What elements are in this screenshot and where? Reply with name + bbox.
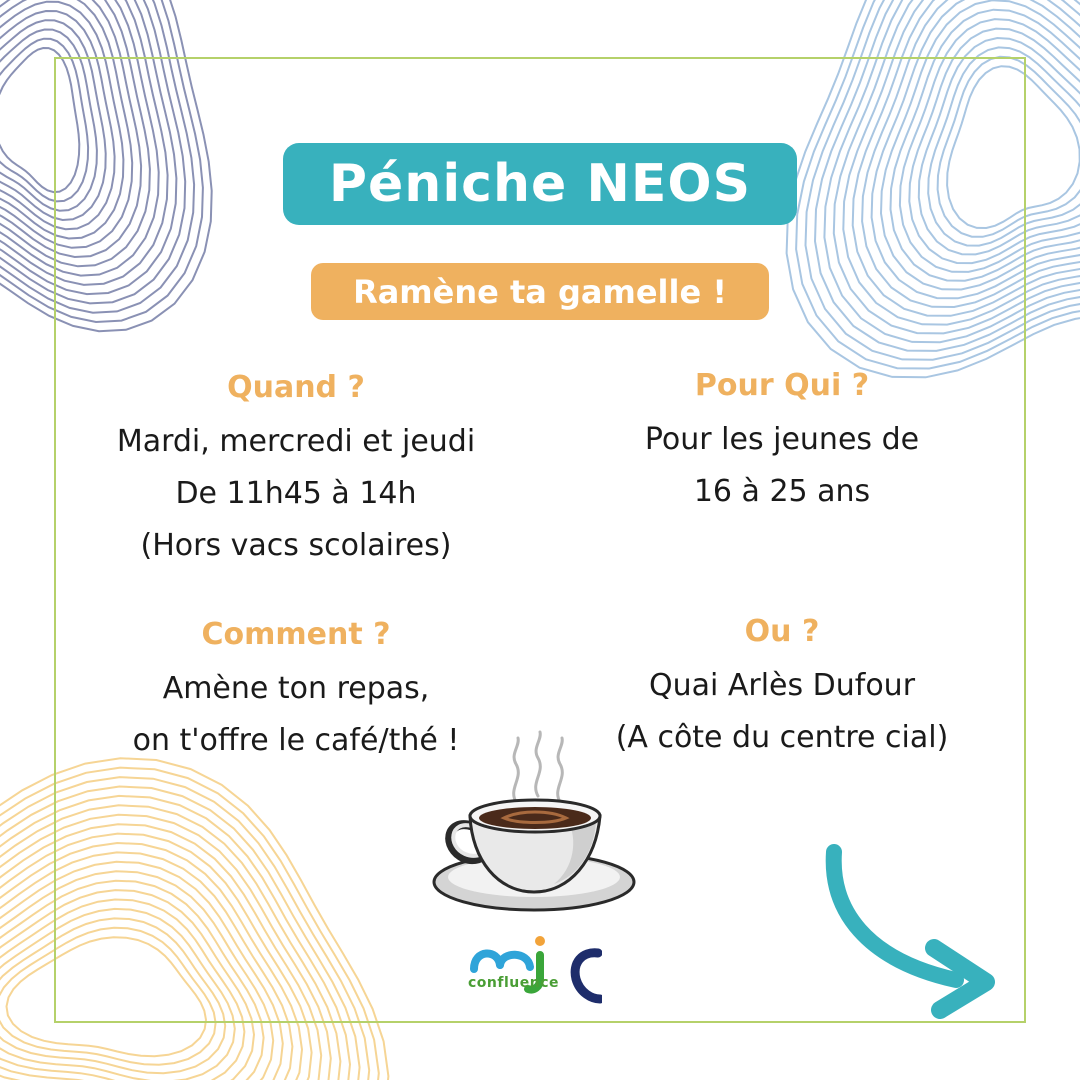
logo-text: confluence [468, 975, 559, 991]
title-banner [283, 143, 797, 225]
curved-arrow-icon [816, 840, 1006, 1020]
mjc-logo [468, 935, 602, 1005]
section-line: Mardi, mercredi et jeudi [116, 424, 476, 459]
subtitle-banner [311, 263, 769, 320]
coffee-cup-icon [428, 730, 650, 920]
section-heading: Comment ? [201, 617, 391, 652]
section-line: Amène ton repas, [162, 671, 430, 706]
mjc-logo-mark [468, 935, 602, 1005]
title-text: Péniche NEOS [328, 154, 752, 214]
section-line: Pour les jeunes de [644, 422, 920, 457]
section-heading: Quand ? [227, 370, 365, 405]
section-pour-qui [552, 366, 1012, 518]
section-line: (A côte du centre cial) [615, 720, 949, 755]
section-heading: Ou ? [744, 614, 820, 649]
section-line: (Hors vacs scolaires) [140, 528, 452, 563]
subtitle-text: Ramène ta gamelle ! [353, 272, 727, 311]
section-heading: Pour Qui ? [694, 368, 870, 403]
section-line: Quai Arlès Dufour [648, 668, 916, 703]
section-line: De 11h45 à 14h [175, 476, 417, 511]
section-quand [56, 368, 536, 572]
section-line: 16 à 25 ans [693, 474, 871, 509]
section-line: on t'offre le café/thé ! [132, 723, 460, 758]
